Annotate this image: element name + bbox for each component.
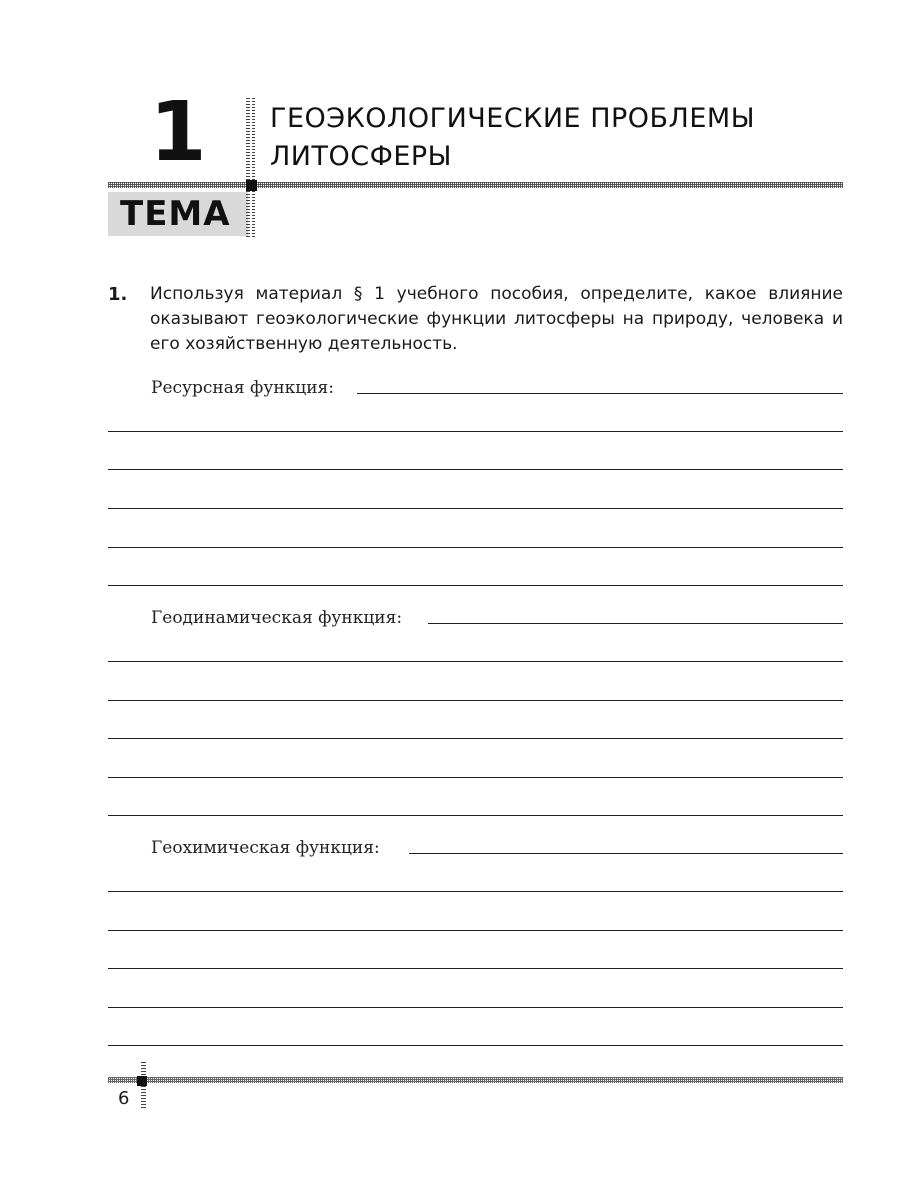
answer-line[interactable] xyxy=(108,661,843,662)
header-horizontal-rule xyxy=(108,182,843,188)
footer-corner-square xyxy=(137,1076,147,1086)
answer-line[interactable] xyxy=(108,815,843,816)
header-vertical-rule xyxy=(246,98,250,238)
answer-line[interactable] xyxy=(108,585,843,586)
topic-title-line-1: ГЕОЭКОЛОГИЧЕСКИЕ ПРОБЛЕМЫ xyxy=(270,103,756,134)
answer-line[interactable] xyxy=(108,508,843,509)
task-text: Используя материал § 1 учебного пособия, определите, какое влияние оказывают геоэкологические функции литосферы на природу, человека и его хозяйственную деятельность. xyxy=(150,284,843,354)
page-number: 6 xyxy=(118,1088,130,1109)
geodynamic-function-label: Геодинамическая функция: xyxy=(151,608,403,628)
answer-line[interactable] xyxy=(108,1007,843,1008)
geochemical-function-label: Геохимическая функция: xyxy=(151,838,380,858)
footer-horizontal-rule xyxy=(108,1077,843,1083)
topic-title xyxy=(270,100,755,176)
answer-line[interactable] xyxy=(108,431,843,432)
topic-title-line-2: ЛИТОСФЕРЫ xyxy=(270,141,453,172)
answer-line[interactable] xyxy=(409,853,843,854)
topic-number: 1 xyxy=(149,85,207,180)
answer-line[interactable] xyxy=(108,547,843,548)
answer-line[interactable] xyxy=(108,930,843,931)
task-number: 1. xyxy=(108,284,128,305)
header-corner-square xyxy=(246,180,257,191)
answer-line[interactable] xyxy=(108,738,843,739)
answer-line[interactable] xyxy=(357,393,843,394)
answer-line[interactable] xyxy=(108,469,843,470)
answer-line[interactable] xyxy=(108,1045,843,1046)
resource-function-label: Ресурсная функция: xyxy=(151,378,334,398)
answer-line[interactable] xyxy=(108,777,843,778)
answer-line[interactable] xyxy=(108,700,843,701)
header-vertical-rule-2 xyxy=(252,98,255,238)
answer-line[interactable] xyxy=(108,968,843,969)
answer-line[interactable] xyxy=(428,623,843,624)
answer-line[interactable] xyxy=(108,891,843,892)
topic-label: ТЕМА xyxy=(120,194,231,234)
